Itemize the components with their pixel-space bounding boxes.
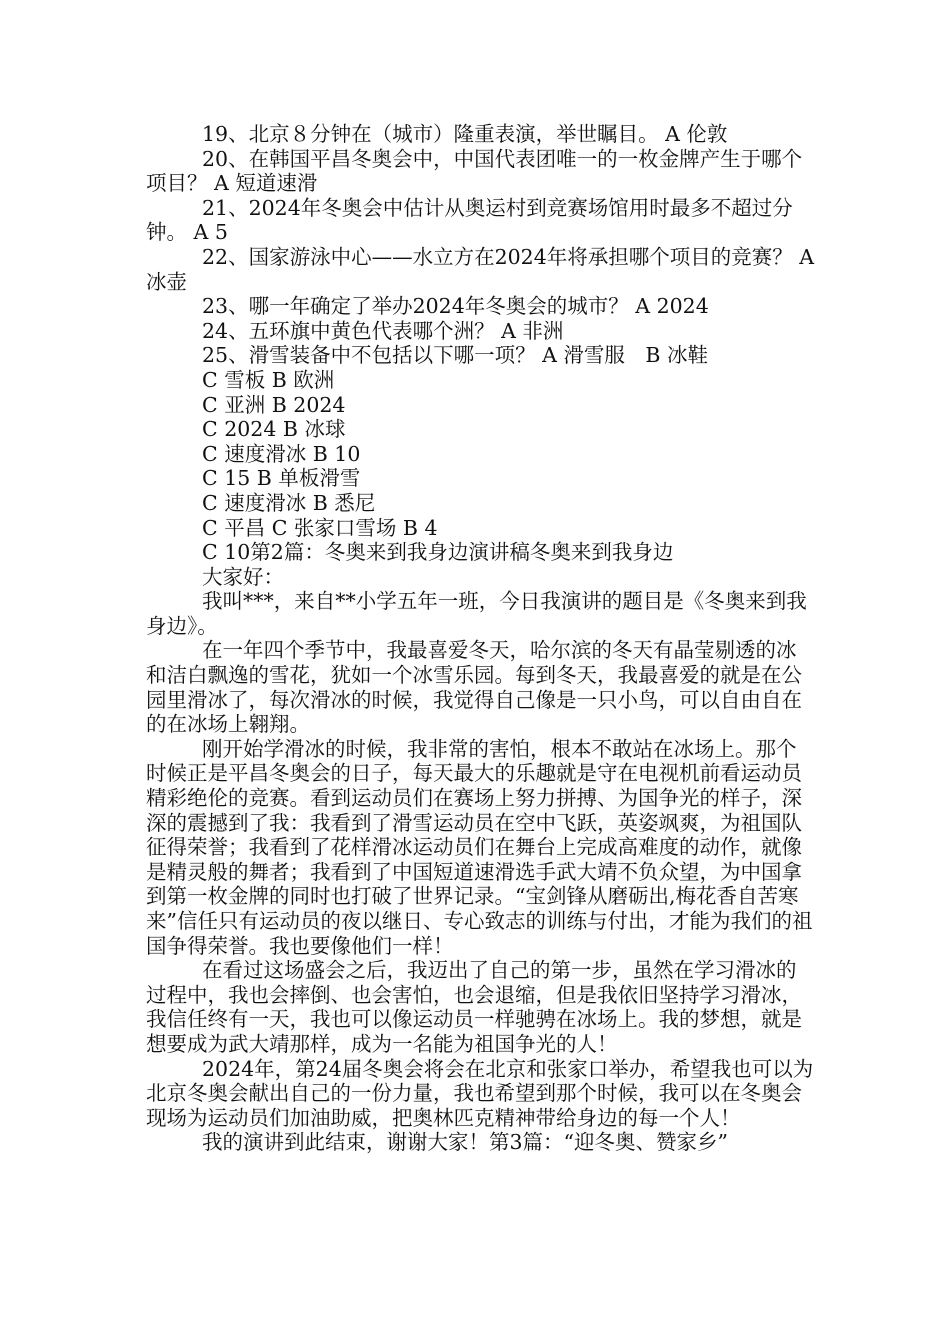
speech-paragraph: 我叫***，来自**小学五年一班，今日我演讲的题目是《冬奥来到我身边》。 xyxy=(146,589,807,638)
speech-paragraph: 在一年四个季节中，我最喜爱冬天，哈尔滨的冬天有晶莹剔透的冰和洁白飘逸的雪花，犹如一个冰雪乐园。每到冬天，我最喜爱的就是在公园里滑冰了，每次滑冰的时候，我觉得自己像是一只小鸟，可以自由自在的在冰场上翱翔。 xyxy=(146,638,802,737)
quiz-item-24: 24、五环旗中黄色代表哪个洲？ A 非洲 xyxy=(202,318,564,343)
section-2-heading: C 10第2篇：冬奥来到我身边演讲稿冬奥来到我身边 xyxy=(202,540,674,565)
document-body xyxy=(146,122,816,1155)
answer-option-line: C 雪板 B 欧洲 xyxy=(202,367,335,392)
quiz-item-25: 25、滑雪装备中不包括以下哪一项？ A 滑雪服 B 冰鞋 xyxy=(202,343,709,368)
quiz-item-20: 20、在韩国平昌冬奥会中，中国代表团唯一的一枚金牌产生于哪个项目？ A 短道速滑 xyxy=(146,146,803,196)
speech-paragraph: 刚开始学滑冰的时候，我非常的害怕，根本不敢站在冰场上。那个时候正是平昌冬奥会的日子，每天最大的乐趣就是守在电视机前看运动员精彩绝伦的竞赛。看到运动员们在赛场上努力拼搏、为国争光的样子，深深的震撼到了我：我看到了滑雪运动员在空中飞跃，英姿飒爽，为祖国队征得荣誉；我看到了花样滑冰运动员们在舞台上完成高难度的动作，就像是精灵般的舞者；我看到了中国短道速滑选手武大靖不负众望，为中国拿到第一枚金牌的同时也打破了世界记录。“宝剑锋从磨砺出,梅花香自苦寒来”信任只有运动员的夜以继日、专心致志的训练与付出，才能为我们的祖国争得荣誉。我也要像他们一样！ xyxy=(146,736,813,958)
quiz-item-23: 23、哪一年确定了举办2024年冬奥会的城市？ A 2024 xyxy=(202,294,709,319)
quiz-item-21: 21、2024年冬奥会中估计从奥运村到竞赛场馆用时最多不超过分钟。 A 5 xyxy=(146,195,793,245)
answer-option-line: C 平昌 C 张家口雪场 B 4 xyxy=(202,515,438,540)
speech-paragraph: 在看过这场盛会之后，我迈出了自己的第一步，虽然在学习滑冰的过程中，我也会摔倒、也会害怕，也会退缩，但是我依旧坚持学习滑冰，我信任终有一天，我也可以像运动员一样驰骋在冰场上。我的梦想，就是想要成为武大靖那样，成为一名能为祖国争光的人！ xyxy=(146,958,802,1056)
quiz-item-22: 22、国家游泳中心——水立方在2024年将承担哪个项目的竞赛？ A 冰壶 xyxy=(146,244,815,294)
answer-option-line: C 速度滑冰 B 10 xyxy=(202,441,361,466)
speech-paragraph: 2024年，第24届冬奥会将会在北京和张家口举办，希望我也可以为北京冬奥会献出自己的一份力量，我也希望到那个时候，我可以在冬奥会现场为运动员们加油助威，把奥林匹克精神带给身边的每一个人！ xyxy=(146,1056,814,1130)
answer-option-line: C 2024 B 冰球 xyxy=(202,417,346,442)
speech-closing: 我的演讲到此结束，谢谢大家！第3篇：“迎冬奥、赞家乡” xyxy=(202,1130,729,1155)
answer-option-line: C 15 B 单板滑雪 xyxy=(202,466,361,491)
answer-option-line: C 亚洲 B 2024 xyxy=(202,392,346,417)
answer-option-line: C 速度滑冰 B 悉尼 xyxy=(202,490,376,515)
speech-greeting: 大家好： xyxy=(202,564,284,589)
quiz-item-19: 19、北京８分钟在（城市）隆重表演，举世瞩目。 A 伦敦 xyxy=(202,122,728,146)
